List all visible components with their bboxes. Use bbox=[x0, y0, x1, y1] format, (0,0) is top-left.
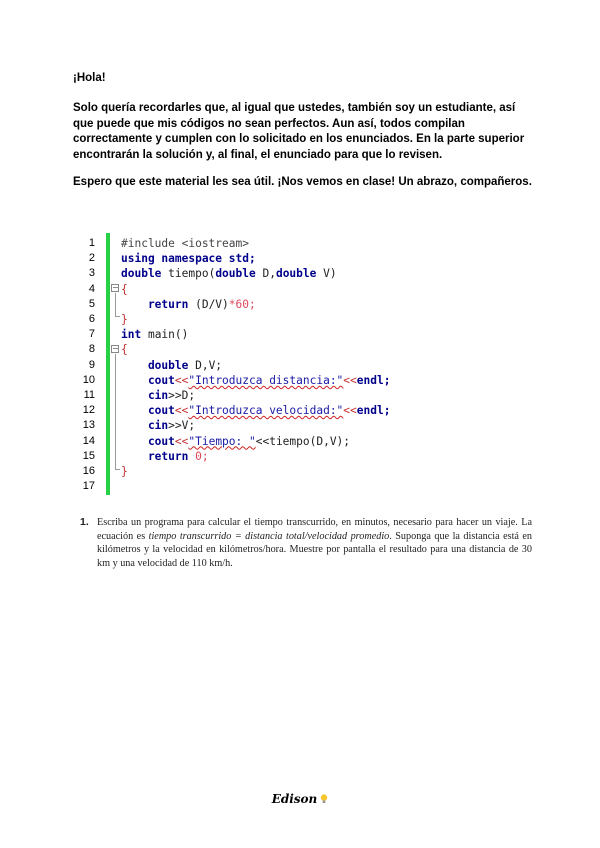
code-token: << bbox=[174, 434, 189, 448]
code-line bbox=[73, 282, 466, 297]
code-text bbox=[121, 388, 195, 403]
code-text bbox=[121, 236, 249, 251]
code-token: D,V; bbox=[195, 358, 223, 372]
code-token: } bbox=[121, 313, 128, 326]
fold-guide-line bbox=[115, 354, 116, 469]
code-text bbox=[121, 312, 128, 327]
code-token: cin bbox=[121, 389, 169, 402]
code-text bbox=[121, 434, 350, 449]
line-number: 15 bbox=[82, 449, 95, 462]
exercise-text-after: . Suponga que la distancia está en kilómetros y la velocidad en kilómetros/hora. Muestre por pantalla el resultado para una distancia de 30 km y una velocidad de 110 km/h. bbox=[97, 530, 533, 569]
code-token: double bbox=[121, 358, 196, 372]
line-number: 13 bbox=[82, 419, 95, 432]
line-number: 8 bbox=[88, 343, 95, 356]
exercise-statement bbox=[80, 516, 532, 570]
fold-end-marker bbox=[115, 316, 120, 317]
code-token: { bbox=[121, 343, 128, 357]
line-number: 4 bbox=[88, 282, 95, 295]
code-line bbox=[73, 373, 466, 388]
code-token: using namespace std; bbox=[121, 252, 256, 266]
fold-end-marker bbox=[115, 469, 120, 470]
code-token: "Tiempo: " bbox=[188, 434, 256, 448]
line-number: 1 bbox=[88, 237, 95, 249]
code-token: >>D; bbox=[168, 389, 196, 402]
code-token: cout bbox=[121, 404, 175, 418]
code-token: return bbox=[121, 449, 196, 463]
code-token: "Introduzca distancia:" bbox=[188, 373, 344, 387]
code-text bbox=[121, 282, 128, 297]
code-token: *60; bbox=[228, 297, 256, 311]
code-line bbox=[73, 449, 466, 464]
code-text bbox=[121, 373, 390, 388]
line-number: 10 bbox=[82, 373, 95, 386]
code-token: cout bbox=[121, 434, 175, 448]
code-text bbox=[121, 449, 209, 464]
code-token: <<tiempo(D,V); bbox=[255, 434, 351, 448]
signature-name: Edison bbox=[271, 792, 318, 806]
code-token: 0; bbox=[195, 449, 209, 463]
code-text bbox=[121, 418, 195, 433]
code-token: << bbox=[174, 404, 189, 418]
code-text bbox=[121, 342, 128, 357]
code-token: tiempo( bbox=[168, 267, 216, 281]
code-text bbox=[121, 464, 128, 479]
code-token: endl; bbox=[356, 404, 391, 418]
code-token: main() bbox=[147, 328, 189, 342]
code-line bbox=[73, 434, 466, 449]
code-token: double bbox=[215, 267, 263, 281]
line-number: 2 bbox=[88, 252, 95, 265]
code-line bbox=[73, 464, 466, 479]
code-text bbox=[121, 403, 390, 418]
code-line bbox=[73, 479, 466, 494]
exercise-text bbox=[97, 516, 532, 570]
line-number: 7 bbox=[88, 328, 95, 341]
code-token: } bbox=[121, 465, 128, 478]
code-line bbox=[73, 358, 466, 373]
code-token: "Introduzca velocidad:" bbox=[188, 404, 344, 418]
line-number: 14 bbox=[82, 434, 95, 447]
line-number: 12 bbox=[82, 404, 95, 417]
code-token: >>V; bbox=[168, 419, 196, 433]
code-line bbox=[73, 251, 466, 266]
line-number: 9 bbox=[88, 358, 95, 371]
code-text bbox=[121, 358, 222, 373]
code-token: << bbox=[343, 373, 357, 387]
code-token: cin bbox=[121, 419, 169, 433]
code-line bbox=[73, 327, 466, 342]
code-line bbox=[73, 342, 466, 357]
code-line bbox=[73, 266, 466, 281]
signature bbox=[0, 792, 600, 806]
code-token: { bbox=[121, 282, 128, 296]
code-token: cout bbox=[121, 373, 175, 387]
code-token: #include <iostream> bbox=[121, 237, 249, 250]
fold-collapse-icon[interactable]: − bbox=[112, 283, 119, 292]
exercise-text-before: Escriba un programa para calcular el tiempo transcurrido, en minutos, necesario para hacer un viaje. La ecuación es bbox=[97, 517, 532, 542]
fold-guide-line bbox=[115, 293, 116, 316]
code-token: double bbox=[275, 267, 324, 281]
code-text bbox=[121, 266, 337, 281]
code-token: << bbox=[174, 373, 189, 387]
line-number: 5 bbox=[88, 297, 95, 310]
code-token: double bbox=[121, 267, 169, 281]
code-token: (D/V) bbox=[195, 297, 229, 311]
code-text bbox=[121, 327, 188, 342]
code-line bbox=[73, 236, 466, 251]
code-token: endl; bbox=[356, 373, 391, 387]
exercise-number: 1. bbox=[80, 516, 89, 528]
line-number: 3 bbox=[88, 267, 95, 280]
closing-paragraph: Espero que este material les sea útil. ¡Nos vemos en clase! Un abrazo, compañeros. bbox=[73, 176, 532, 188]
code-text bbox=[121, 297, 256, 312]
code-line bbox=[73, 297, 466, 312]
code-line bbox=[73, 403, 466, 418]
code-token: D, bbox=[262, 267, 276, 281]
code-token: return bbox=[121, 297, 196, 311]
fold-collapse-icon[interactable]: − bbox=[112, 344, 119, 353]
greeting: ¡Hola! bbox=[73, 72, 106, 84]
code-token: << bbox=[343, 404, 357, 418]
exercise-formula: tiempo transcurrido = distancia total/velocidad promedio bbox=[148, 530, 390, 542]
intro-paragraph: Solo quería recordarles que, al igual que ustedes, también soy un estudiante, así que puede que mis códigos no sean perfectos. Aun así, todos compilan correctamente y cumplen con lo solicitado en los enunciados. En la parte superior encontrarán la solución y, al final, el enunciado para que lo revisen. bbox=[73, 102, 525, 161]
code-screenshot bbox=[73, 233, 466, 495]
code-line bbox=[73, 388, 466, 403]
line-number: 6 bbox=[88, 313, 95, 325]
line-number: 17 bbox=[82, 480, 95, 493]
code-text bbox=[121, 251, 256, 266]
code-line bbox=[73, 418, 466, 433]
code-token: int bbox=[121, 328, 148, 342]
line-number: 16 bbox=[82, 465, 95, 477]
line-number: 11 bbox=[83, 389, 95, 401]
lightbulb-icon bbox=[320, 794, 328, 804]
code-token: V) bbox=[323, 267, 337, 281]
code-line bbox=[73, 312, 466, 327]
